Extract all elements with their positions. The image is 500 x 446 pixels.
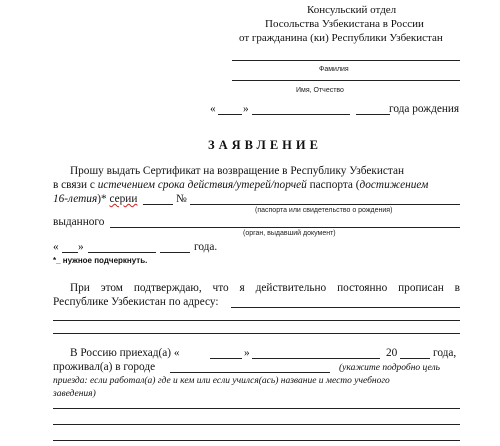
series-line[interactable] xyxy=(143,204,173,205)
birth-month-line[interactable] xyxy=(252,114,350,115)
arrived-label: В Россию приехад(а) « xyxy=(70,347,180,359)
request-reason-options: истечением срока действия/утерей/порчей xyxy=(97,179,307,191)
birth-year-suffix: года рождения xyxy=(389,103,460,115)
underline-note: *_ нужное подчеркнуть. xyxy=(53,256,148,265)
issue-date-close-quote: » xyxy=(78,241,84,253)
arrival-month-line[interactable] xyxy=(252,358,380,359)
issue-year-suffix: года. xyxy=(194,241,218,253)
request-age-16: 16-летия xyxy=(53,193,98,205)
series-label: серии xyxy=(109,193,138,205)
issue-date-open-quote: « xyxy=(53,241,59,253)
birth-year-line[interactable] xyxy=(356,114,390,115)
arrival-year-suffix: года, xyxy=(433,347,457,359)
lived-label: проживал(а) в городе xyxy=(53,361,156,373)
purpose-hint-2: приезда: если работал(а) где и кем или если учился(ась) название и место учебного xyxy=(53,376,390,386)
issued-label: выданного xyxy=(53,216,105,228)
request-line-3 xyxy=(53,192,137,206)
issuer-line[interactable] xyxy=(110,227,460,228)
city-line[interactable] xyxy=(170,372,330,373)
issue-day-line[interactable] xyxy=(62,252,78,253)
request-line-2 xyxy=(53,178,428,192)
birth-close-quote: » xyxy=(243,103,249,115)
surname-line[interactable] xyxy=(232,60,460,61)
name-caption: Имя, Отчество xyxy=(296,87,344,94)
header-from-citizen: от гражданина (ки) Республики Узбекистан xyxy=(239,32,443,44)
address-line-2[interactable] xyxy=(53,320,460,321)
purpose-line-3[interactable] xyxy=(53,440,460,441)
passport-caption: (паспорта или свидетельство о рождения) xyxy=(255,207,393,214)
residence-line-1: При этом подтверждаю, что я действительно постоянно прописан в xyxy=(70,282,460,294)
issue-month-line[interactable] xyxy=(88,252,156,253)
request-line-1: Прошу выдать Сертификат на возвращение в Республику Узбекистан xyxy=(70,165,405,177)
purpose-line-2[interactable] xyxy=(53,424,460,425)
purpose-hint-3: заведения) xyxy=(53,389,96,399)
request-line-3-b: )* xyxy=(97,193,110,205)
address-line-3[interactable] xyxy=(53,333,460,334)
arrival-year-line[interactable] xyxy=(400,358,430,359)
header-embassy: Посольства Узбекистана в России xyxy=(265,18,424,30)
residence-line-2: Республике Узбекистан по адресу: xyxy=(53,296,219,308)
address-line-1[interactable] xyxy=(231,307,460,308)
name-line[interactable] xyxy=(232,80,460,81)
header-consular-dept: Консульский отдел xyxy=(307,4,397,16)
issue-year-line[interactable] xyxy=(160,252,190,253)
arrival-day-line[interactable] xyxy=(210,358,242,359)
surname-caption: Фамилия xyxy=(319,66,349,73)
purpose-hint-1: (укажите подробно цель xyxy=(339,363,440,373)
request-line-2-a: в связи с xyxy=(53,179,98,191)
number-label: № xyxy=(176,193,187,205)
number-line[interactable] xyxy=(190,204,460,205)
request-line-2-c: паспорта ( xyxy=(306,179,360,191)
request-age-option: достижением xyxy=(359,179,429,191)
arrival-year-prefix: 20 xyxy=(386,347,398,359)
document-title: ЗАЯВЛЕНИЕ xyxy=(208,138,322,152)
issuer-caption: (орган, выдавший документ) xyxy=(243,230,336,237)
birth-day-line[interactable] xyxy=(218,114,242,115)
birth-open-quote: « xyxy=(210,103,216,115)
arrival-close-quote: » xyxy=(244,347,250,359)
purpose-line-1[interactable] xyxy=(53,408,460,409)
